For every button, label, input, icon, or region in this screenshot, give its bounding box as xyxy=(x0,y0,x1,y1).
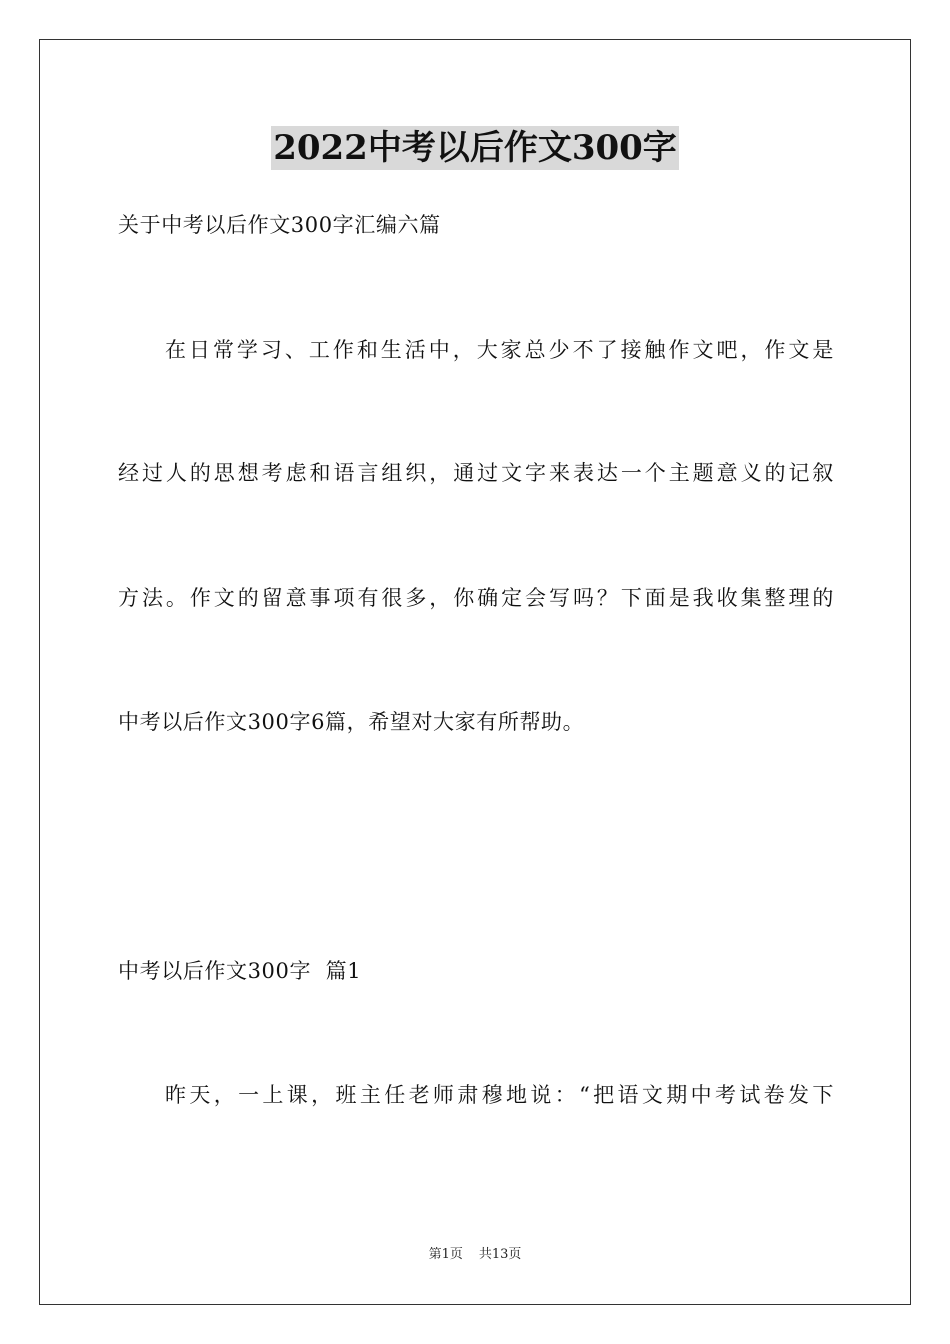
page-number: 第1页 xyxy=(428,1247,463,1262)
intro-paragraph-line-2: 经过人的思想考虑和语言组织，通过文字来表达一个主题意义的记叙 xyxy=(118,461,834,485)
title-container xyxy=(0,126,950,170)
page-footer xyxy=(0,1246,950,1264)
document-subtitle: 关于中考以后作文300字汇编六篇 xyxy=(118,213,441,237)
page-total: 共13页 xyxy=(478,1247,522,1262)
intro-paragraph-line-3: 方法。作文的留意事项有很多，你确定会写吗？下面是我收集整理的 xyxy=(118,586,834,610)
document-title: 2022中考以后作文300字 xyxy=(273,128,677,168)
intro-paragraph-line-1: 在日常学习、工作和生活中，大家总少不了接触作文吧，作文是 xyxy=(165,338,834,362)
section-heading: 中考以后作文300字 篇1 xyxy=(118,959,362,983)
intro-paragraph-line-4: 中考以后作文300字6篇，希望对大家有所帮助。 xyxy=(118,710,585,734)
section-paragraph-line-1: 昨天，一上课，班主任老师肃穆地说：“把语文期中考试卷发下 xyxy=(165,1083,834,1107)
